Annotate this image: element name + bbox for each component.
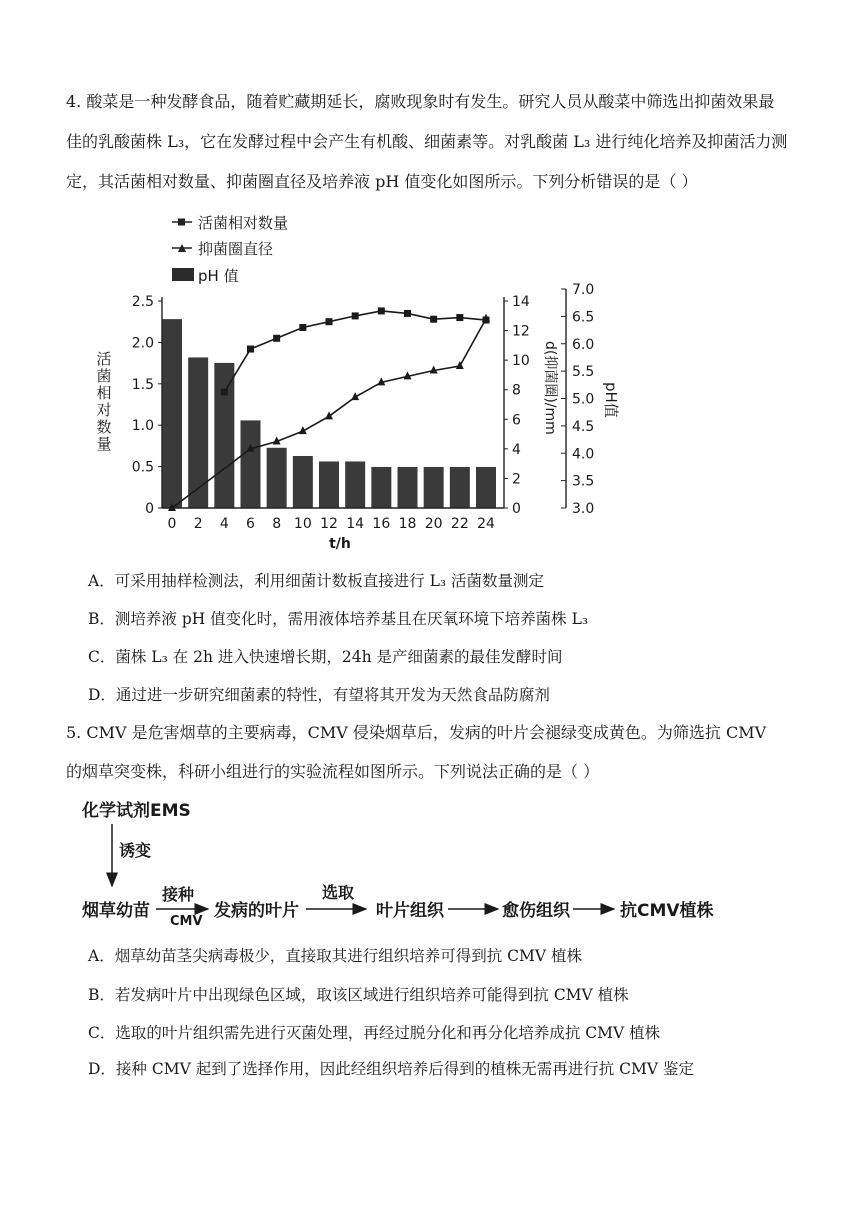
q4-option-d[interactable]: D．通过进一步研究细菌素的特性，有望将其开发为天然食品防腐剂: [88, 686, 550, 704]
mid-tick-label: 12: [512, 323, 530, 340]
right-tick-label: 4.5: [572, 418, 595, 435]
q4-stem-line1: 4. 酸菜是一种发酵食品，随着贮藏期延长，腐败现象时有发生。研究人员从酸菜中筛选出抑菌效果最: [66, 92, 775, 111]
flow-select: 选取: [322, 883, 355, 902]
left-axis-label-char: 量: [96, 435, 112, 453]
right-tick-label: 6.5: [572, 309, 595, 326]
q4-stem-line3: 定，其活菌相对数量、抑菌圈直径及培养液 pH 值变化如图所示。下列分析错误的是（ ）: [66, 172, 698, 191]
x-tick-label: 14: [346, 516, 365, 532]
viable-count-point: [326, 318, 333, 325]
left-tick-label: 2.5: [131, 294, 154, 310]
q5-stem-line1: 5. CMV 是危害烟草的主要病毒，CMV 侵染烟草后，发病的叶片会褪绿变成黄色。为筛选抗 CMV: [66, 723, 767, 742]
mid-tick-label: 0: [512, 501, 521, 517]
viable-count-line: [224, 311, 486, 392]
x-tick-label: 16: [372, 516, 391, 532]
x-tick-label: 18: [398, 516, 417, 532]
chart-legend: [172, 214, 288, 285]
q5-stem-line2: 的烟草突变株，科研小组进行的实验流程如图所示。下列说法正确的是（ ）: [66, 762, 600, 781]
viable-count-point: [273, 335, 280, 342]
left-axis-label-char: 数: [96, 418, 112, 436]
q4-option-b[interactable]: B．测培养液 pH 值变化时，需用液体培养基且在厌氧环境下培养菌株 L₃: [88, 610, 589, 628]
left-axis-label-char: 菌: [96, 367, 112, 385]
flow-callus: 愈伤组织: [502, 901, 570, 921]
left-tick-label: 0: [145, 501, 154, 517]
legend-label-ph: pH 值: [198, 267, 239, 285]
legend-square-marker: [178, 219, 185, 226]
left-axis-label-char: 活: [96, 350, 112, 368]
x-tick-label: 0: [167, 516, 177, 532]
x-tick-label: 4: [219, 516, 229, 532]
right-tick-label: 5.5: [572, 364, 595, 381]
q4-chart: [70, 205, 630, 555]
flow-seedling: 烟草幼苗: [82, 901, 150, 921]
left-axis-label-char: 相: [96, 384, 112, 402]
legend-bar-swatch: [172, 268, 194, 281]
viable-count-point: [404, 310, 411, 317]
q4-option-c[interactable]: C．菌株 L₃ 在 2h 进入快速增长期，24h 是产细菌素的最佳发酵时间: [88, 648, 563, 666]
right-tick-label: 7.0: [572, 282, 595, 298]
left-tick-label: 2.0: [131, 335, 154, 352]
mid-tick-label: 10: [512, 353, 530, 370]
x-tick-label: 6: [246, 516, 255, 532]
mid-tick-label: 4: [512, 441, 521, 458]
ph-bar: [371, 467, 391, 508]
viable-count-point: [378, 307, 385, 314]
flow-diseased-leaf: 发病的叶片: [214, 901, 299, 921]
right-tick-label: 4.0: [572, 446, 595, 463]
ph-bar: [162, 319, 182, 508]
right-tick-label: 3.0: [572, 501, 595, 517]
ph-bar: [241, 420, 261, 508]
mid-tick-label: 8: [512, 382, 521, 399]
ph-bar: [398, 467, 418, 508]
legend-label-count: 活菌相对数量: [198, 214, 289, 232]
flow-resistant: 抗CMV植株: [620, 901, 714, 921]
viable-count-point: [299, 324, 306, 331]
right-tick-label: 5.0: [572, 391, 595, 408]
viable-count-point: [430, 316, 437, 323]
viable-count-point: [247, 346, 254, 353]
flow-inoculate: 接种: [162, 885, 195, 904]
x-tick-label: 22: [450, 516, 469, 532]
ph-bar: [267, 448, 287, 508]
q5-option-c[interactable]: C．选取的叶片组织需先进行灭菌处理，再经过脱分化和再分化培养成抗 CMV 植株: [88, 1024, 661, 1042]
x-tick-label: 8: [272, 516, 282, 532]
flow-cmv: CMV: [170, 914, 203, 929]
ph-bar: [319, 461, 339, 508]
flow-leaf-tissue: 叶片组织: [376, 901, 444, 921]
ph-bar: [476, 467, 496, 508]
x-tick-label: 24: [477, 516, 495, 532]
left-tick-label: 1.5: [131, 376, 154, 393]
q4-stem-line2: 佳的乳酸菌株 L₃，它在发酵过程中会产生有机酸、细菌素等。对乳酸菌 L₃ 进行纯化培养及抑菌活力测: [66, 132, 788, 151]
x-tick-label: 20: [424, 516, 443, 532]
right-tick-label: 3.5: [572, 473, 595, 490]
flow-mutate: 诱变: [119, 841, 152, 860]
inhibition-diameter-point: [325, 411, 333, 419]
legend-label-diameter: 抑菌圈直径: [198, 240, 274, 258]
x-tick-label: 12: [320, 516, 338, 532]
viable-count-point: [456, 314, 463, 321]
mid-tick-label: 14: [512, 294, 530, 310]
q4-option-a[interactable]: A．可采用抽样检测法，利用细菌计数板直接进行 L₃ 活菌数量测定: [88, 572, 545, 590]
right-axis-label: pH值: [602, 382, 620, 418]
ph-bar: [424, 467, 444, 508]
left-axis-label-char: 对: [96, 401, 112, 419]
left-tick-label: 0.5: [131, 459, 154, 476]
viable-count-point: [352, 312, 359, 319]
x-axis-label: t/h: [329, 536, 351, 552]
q5-option-d[interactable]: D．接种 CMV 起到了选择作用，因此经组织培养后得到的植株无需再进行抗 CMV 鉴定: [88, 1060, 694, 1078]
x-tick-label: 2: [193, 516, 203, 532]
q5-option-b[interactable]: B．若发病叶片中出现绿色区域，取该区域进行组织培养可能得到抗 CMV 植株: [88, 986, 629, 1004]
flow-reagent: 化学试剂EMS: [82, 801, 191, 821]
q5-option-a[interactable]: A．烟草幼苗茎尖病毒极少，直接取其进行组织培养可得到抗 CMV 植株: [88, 947, 582, 965]
ph-bar: [293, 456, 313, 508]
q5-flow-diagram: [70, 790, 790, 940]
mid-axis-label: d(抑菌圈)/mm: [542, 341, 558, 435]
right-tick-label: 6.0: [572, 336, 595, 353]
mid-tick-label: 6: [512, 412, 521, 429]
ph-bar: [214, 363, 234, 508]
viable-count-point: [221, 389, 228, 396]
mid-tick-label: 2: [512, 471, 521, 488]
ph-bar: [188, 357, 208, 508]
ph-bar: [450, 467, 470, 508]
left-tick-label: 1.0: [131, 418, 154, 435]
x-tick-label: 10: [293, 516, 312, 532]
ph-bar: [345, 461, 365, 508]
